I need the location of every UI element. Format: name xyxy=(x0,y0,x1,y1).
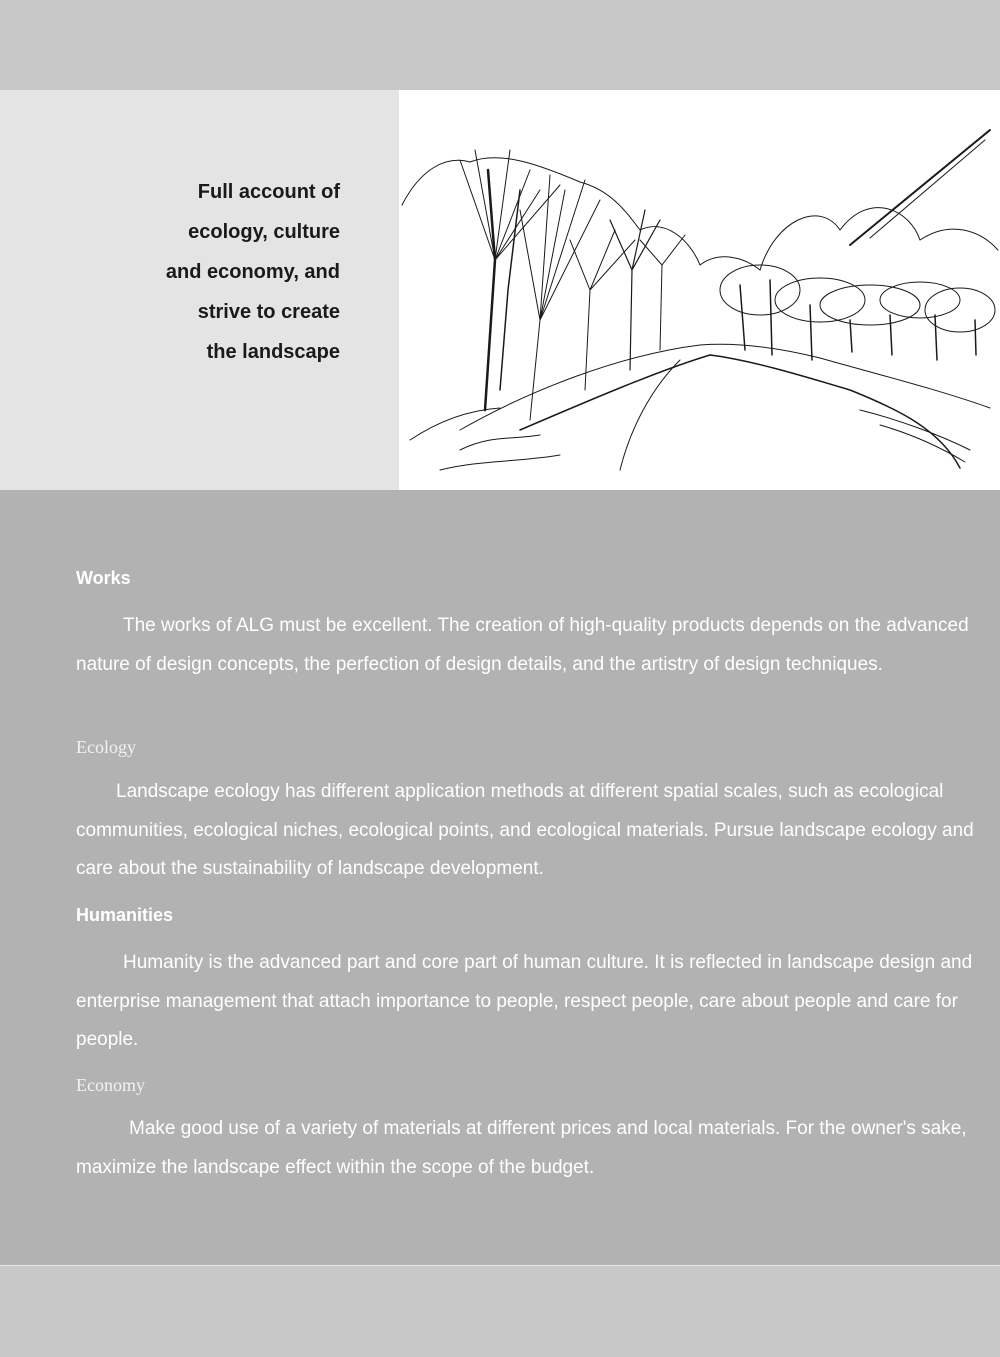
ecology-paragraph: Landscape ecology has different application methods at different spatial scales, such as ecological communities, ecological niches, ecological points, and ecological materials. Pursue landscape ecology and care about the sustainability of landscape development. xyxy=(76,781,974,879)
economy-heading: Economy xyxy=(76,1075,145,1095)
tagline-line: ecology, culture xyxy=(188,221,340,243)
tagline-line: the landscape xyxy=(206,341,340,363)
landscape-sketch-illustration xyxy=(400,90,1000,490)
hero-text-panel xyxy=(0,90,399,490)
bottom-band xyxy=(0,1266,1000,1357)
tagline-line: Full account of xyxy=(197,181,340,203)
hero-section xyxy=(0,90,1000,490)
humanities-paragraph: Humanity is the advanced part and core part of human culture. It is reflected in landscape design and enterprise management that attach importance to people, respect people, care about people and care for people. xyxy=(76,952,973,1050)
top-band xyxy=(0,0,1000,90)
economy-paragraph: Make good use of a variety of materials at different prices and local materials. For the owner's sake, maximize the landscape effect within the scope of the budget. xyxy=(76,1118,967,1178)
works-paragraph: The works of ALG must be excellent. The creation of high-quality products depends on the advanced nature of design concepts, the perfection of design details, and the artistry of design techniques. xyxy=(76,615,969,675)
tagline-line: and economy, and xyxy=(165,261,340,283)
tagline-line: strive to create xyxy=(197,301,340,323)
ecology-heading: Ecology xyxy=(76,737,136,757)
humanities-heading: Humanities xyxy=(76,905,174,925)
content-section xyxy=(0,490,1000,1265)
works-heading: Works xyxy=(76,568,131,588)
hero-tagline xyxy=(40,172,340,372)
